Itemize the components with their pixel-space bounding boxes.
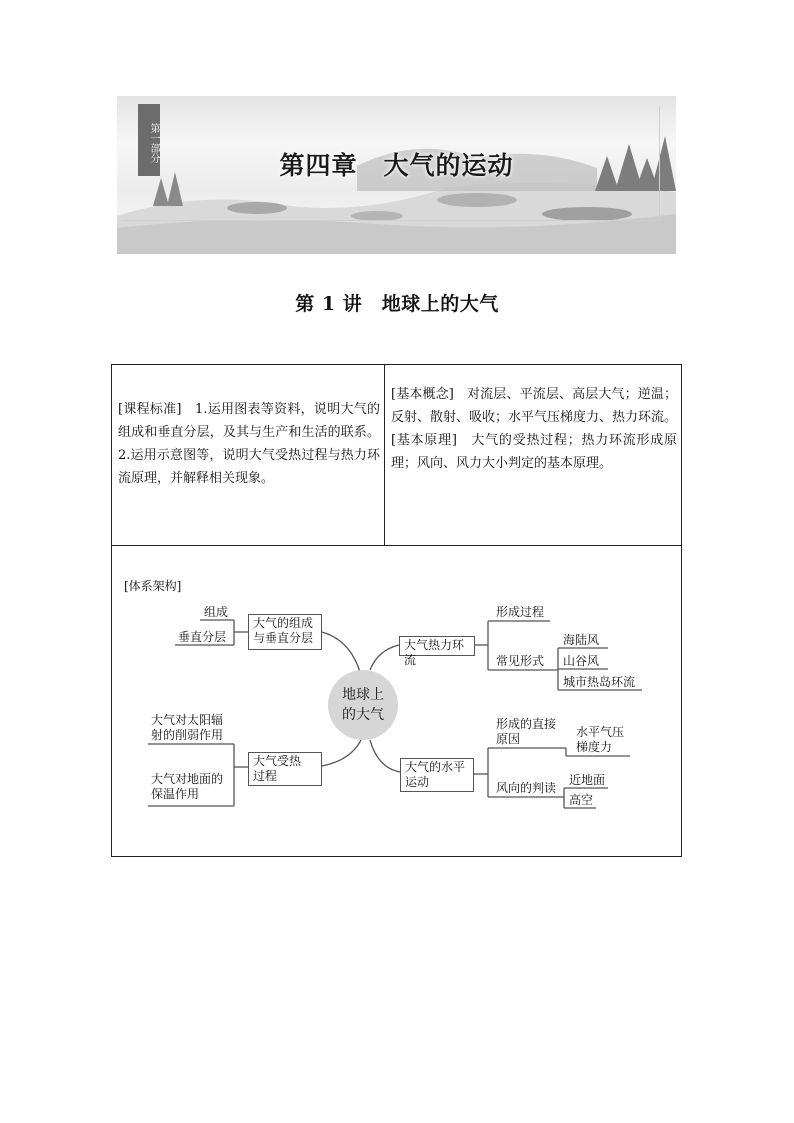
- basic-principles-text: 大气的受热过程；热力环流形成原理；风向、风力大小判定的基本原理。: [391, 433, 677, 471]
- node-composition-layers: [248, 614, 322, 650]
- curriculum-standards-text: 1.运用图表等资料，说明大气的组成和垂直分层，及其与生产和生活的联系。2.运用示意图等，说明大气受热过程与热力环流原理，并解释相关现象。: [118, 402, 380, 486]
- leaf-weakening-line2: 射的削弱作用: [151, 728, 224, 742]
- basic-principles-heading: [基本原理]: [391, 433, 457, 448]
- branch-common-forms: 常见形式: [496, 654, 545, 668]
- chapter-title: 第四章 大气的运动: [279, 151, 514, 180]
- leaf-insulation-line2: 保温作用: [151, 787, 200, 801]
- node-heating-line2: 过程: [253, 769, 278, 783]
- node-horizontal-line1: 大气的水平: [405, 760, 466, 774]
- leaf-composition: 组成: [204, 605, 229, 619]
- lesson-title: 第 1 讲 地球上的大气: [295, 293, 499, 315]
- center-line-1: 地球上: [342, 687, 384, 703]
- branch-formation-process: 形成过程: [496, 605, 545, 619]
- center-line-2: 的大气: [342, 707, 384, 723]
- leaf-weakening-effect: [151, 713, 223, 743]
- branch-direct-cause-line1: 形成的直接: [496, 717, 557, 731]
- node-horizontal-line2: 运动: [405, 775, 430, 789]
- mindmap-center-node: [328, 670, 398, 740]
- branch-direct-cause: [496, 717, 556, 747]
- basic-concepts-text: 对流层、平流层、高层大气；逆温；反射、散射、吸收；水平气压梯度力、热力环流。: [391, 387, 678, 425]
- node-thermal-circulation: 大气热力环流: [399, 636, 475, 656]
- node-heating-line1: 大气受热: [253, 754, 302, 768]
- leaf-near-surface: 近地面: [569, 773, 606, 787]
- branch-wind-direction: 风向的判读: [496, 781, 557, 795]
- basic-concepts-heading: [基本概念]: [391, 387, 454, 402]
- leaf-insulation-line1: 大气对地面的: [151, 772, 224, 786]
- node-composition-line2: 与垂直分层: [253, 631, 314, 645]
- leaf-weakening-line1: 大气对太阳辐: [151, 713, 224, 727]
- leaf-mountain-valley-breeze: 山谷风: [563, 654, 600, 668]
- curriculum-standards-heading: [课程标准]: [118, 402, 182, 417]
- leaf-pressure-line2: 梯度力: [576, 740, 613, 754]
- branch-direct-cause-line2: 原因: [496, 732, 521, 746]
- leaf-pressure-gradient-force: [576, 725, 624, 755]
- leaf-urban-heat-island: 城市热岛环流: [563, 675, 636, 689]
- node-horizontal-motion: [400, 758, 474, 792]
- part-tag: 第一部分: [138, 104, 160, 176]
- node-composition-line1: 大气的组成: [253, 616, 314, 630]
- leaf-vertical-layers: 垂直分层: [178, 630, 227, 644]
- leaf-high-altitude: 高空: [569, 793, 594, 807]
- mindmap-label: [体系架构]: [124, 579, 182, 593]
- node-heating-process: [248, 752, 322, 786]
- leaf-sea-land-breeze: 海陆风: [563, 633, 600, 647]
- leaf-insulation-effect: [151, 772, 223, 802]
- leaf-pressure-line1: 水平气压: [576, 725, 625, 739]
